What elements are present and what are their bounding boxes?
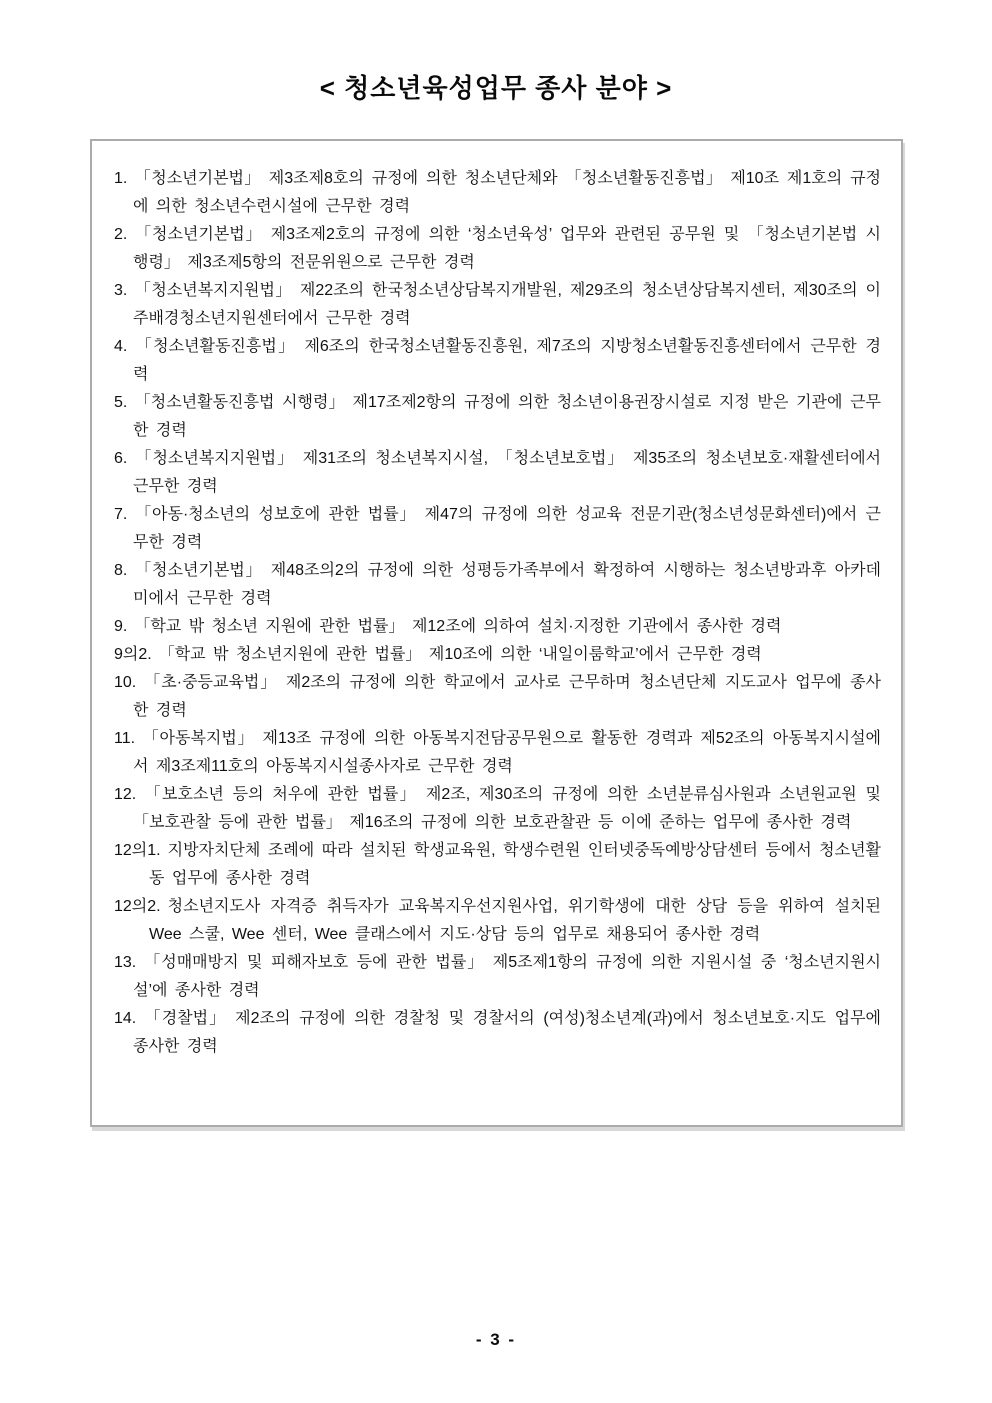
item-number: 11.: [114, 730, 136, 747]
list-item: [114, 669, 881, 725]
item-number: 1.: [114, 170, 128, 187]
item-text: 「청소년기본법」 제48조의2의 규정에 의한 성평등가족부에서 확정하여 시행하는 청소년방과후 아카데미에서 근무한 경력: [133, 562, 881, 607]
item-number: 9의2.: [114, 646, 152, 663]
item-number: 12의1.: [114, 842, 161, 859]
list-item: [114, 781, 881, 837]
list-item: [114, 893, 881, 949]
list-item: [114, 501, 881, 557]
list-item: [114, 557, 881, 613]
item-text: 「아동복지법」 제13조 규정에 의한 아동복지전담공무원으로 활동한 경력과 제52조의 아동복지시설에서 제3조제11호의 아동복지시설종사자로 근무한 경력: [133, 730, 881, 775]
item-number: 13.: [114, 954, 137, 971]
item-text: 「성매매방지 및 피해자보호 등에 관한 법률」 제5조제1항의 규정에 의한 지원시설 중 ‘청소년지원시설’에 종사한 경력: [133, 954, 881, 999]
list-item: [114, 333, 881, 389]
item-number: 2.: [114, 226, 128, 243]
item-number: 14.: [114, 1010, 137, 1027]
page-title: < 청소년육성업무 종사 분야 >: [319, 73, 673, 103]
content-box: [90, 139, 903, 1127]
list-item: [114, 949, 881, 1005]
item-text: 「보호소년 등의 처우에 관한 법률」 제2조, 제30조의 규정에 의한 소년분류심사원과 소년원교원 및 「보호관찰 등에 관한 법률」 제16조의 규정에 의한 보호관찰관 등 이에 준하는 업무에 종사한 경력: [133, 786, 881, 831]
list-item: [114, 725, 881, 781]
item-number: 12의2.: [114, 898, 161, 915]
item-number: 6.: [114, 450, 128, 467]
list-item: [114, 221, 881, 277]
item-number: 10.: [114, 674, 137, 691]
item-text: 「청소년기본법」 제3조제8호의 규정에 의한 청소년단체와 「청소년활동진흥법」 제10조 제1호의 규정에 의한 청소년수련시설에 근무한 경력: [133, 170, 881, 215]
item-number: 4.: [114, 338, 128, 355]
item-text: 지방자치단체 조례에 따라 설치된 학생교육원, 학생수련원 인터넷중독예방상담센터 등에서 청소년활동 업무에 종사한 경력: [149, 842, 881, 887]
item-number: 9.: [114, 618, 128, 635]
item-text: 「초·중등교육법」 제2조의 규정에 의한 학교에서 교사로 근무하며 청소년단체 지도교사 업무에 종사한 경력: [133, 674, 881, 719]
item-text: 「학교 밖 청소년 지원에 관한 법률」 제12조에 의하여 설치·지정한 기관에서 종사한 경력: [134, 618, 782, 635]
item-text: 「아동·청소년의 성보호에 관한 법률」 제47의 규정에 의한 성교육 전문기관(청소년성문화센터)에서 근무한 경력: [133, 506, 881, 551]
experience-list: [114, 165, 881, 1061]
item-number: 12.: [114, 786, 137, 803]
list-item: [114, 165, 881, 221]
list-item: [114, 641, 881, 669]
item-text: 「청소년기본법」 제3조제2호의 규정에 의한 ‘청소년육성’ 업무와 관련된 공무원 및 「청소년기본법 시행령」 제3조제5항의 전문위원으로 근무한 경력: [133, 226, 881, 271]
item-text: 「청소년활동진흥법 시행령」 제17조제2항의 규정에 의한 청소년이용권장시설로 지정 받은 기관에 근무한 경력: [133, 394, 881, 439]
list-item: [114, 277, 881, 333]
item-text: 「경찰법」 제2조의 규정에 의한 경찰청 및 경찰서의 (여성)청소년계(과)에서 청소년보호·지도 업무에 종사한 경력: [133, 1010, 881, 1055]
list-item: [114, 837, 881, 893]
item-number: 5.: [114, 394, 128, 411]
list-item: [114, 445, 881, 501]
item-text: 「청소년복지지원법」 제31조의 청소년복지시설, 「청소년보호법」 제35조의 청소년보호·재활센터에서 근무한 경력: [133, 450, 881, 495]
list-item: [114, 389, 881, 445]
item-text: 「학교 밖 청소년지원에 관한 법률」 제10조에 의한 ‘내일이룸학교’에서 근무한 경력: [158, 646, 762, 663]
item-text: 「청소년복지지원법」 제22조의 한국청소년상담복지개발원, 제29조의 청소년상담복지센터, 제30조의 이주배경청소년지원센터에서 근무한 경력: [133, 282, 881, 327]
list-item: [114, 613, 881, 641]
item-number: 8.: [114, 562, 128, 579]
item-number: 7.: [114, 506, 128, 523]
list-item: [114, 1005, 881, 1061]
page-number: - 3 -: [475, 1330, 517, 1349]
item-number: 3.: [114, 282, 128, 299]
item-text: 청소년지도사 자격증 취득자가 교육복지우선지원사업, 위기학생에 대한 상담 등을 위하여 설치된 Wee 스쿨, Wee 센터, Wee 클래스에서 지도·상담 등의 업무로 채용되어 종사한 경력: [149, 898, 881, 943]
item-text: 「청소년활동진흥법」 제6조의 한국청소년활동진흥원, 제7조의 지방청소년활동진흥센터에서 근무한 경력: [133, 338, 881, 383]
